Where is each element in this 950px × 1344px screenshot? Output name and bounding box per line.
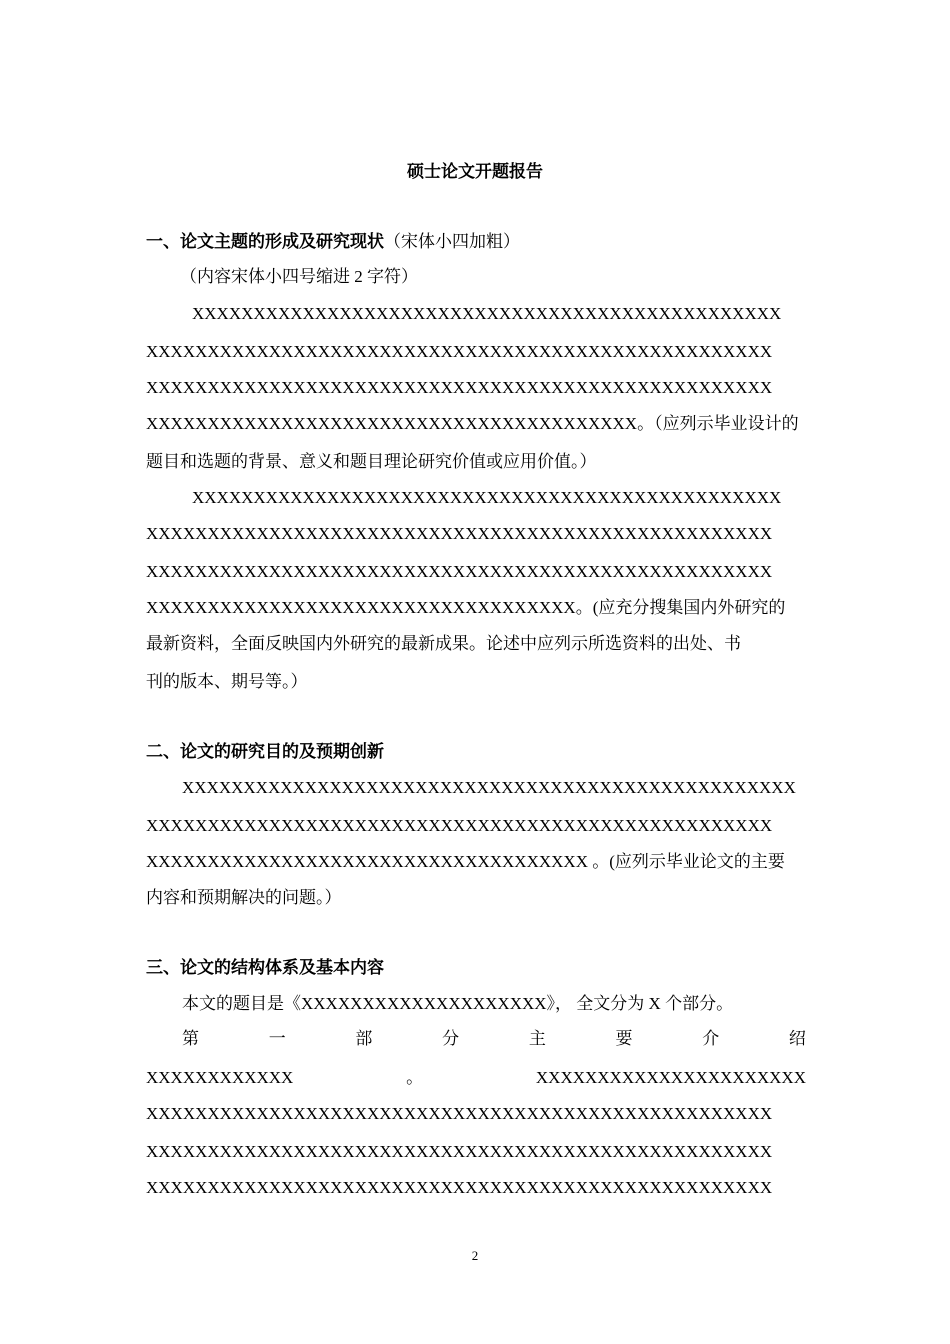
section3-line: XXXXXXXXXXXXXXXXXXXXXXXXXXXXXXXXXXXXXXXXXXXXXXXXXXX (146, 1142, 773, 1161)
spread-char: 介 (702, 1029, 720, 1048)
section1-para1-line: XXXXXXXXXXXXXXXXXXXXXXXXXXXXXXXXXXXXXXXXXXXXXXXXXXX (146, 378, 773, 397)
section2-line: 内容和预期解决的问题。） (146, 888, 342, 907)
section3-spread-line (182, 1027, 806, 1051)
spread-segment: XXXXXXXXXXXX (146, 1068, 294, 1087)
section1-format-note: （内容宋体小四号缩进 2 字符） (180, 267, 418, 286)
section1-para2-line: XXXXXXXXXXXXXXXXXXXXXXXXXXXXXXXXXXXXXXXXXXXXXXXXXXX (146, 562, 773, 581)
section3-spread-line2 (146, 1066, 806, 1090)
section1-para2-line: 最新资料，全面反映国内外研究的最新成果。论述中应列示所选资料的出处、书 (146, 634, 741, 653)
section3-intro: 本文的题目是《XXXXXXXXXXXXXXXXXXXX》， 全文分为 X 个部分。 (182, 994, 734, 1013)
section1-heading: 一、论文主题的形成及研究现状 (146, 232, 384, 251)
section2-line: XXXXXXXXXXXXXXXXXXXXXXXXXXXXXXXXXXXXXXXXXXXXXXXXXX (182, 778, 796, 797)
section1-para2-line: 刊的版本、期号等。） (146, 672, 308, 691)
section1-para1-line: XXXXXXXXXXXXXXXXXXXXXXXXXXXXXXXXXXXXXXXXXXXXXXXX (192, 304, 782, 323)
spread-char: 部 (355, 1029, 373, 1048)
section3-line: XXXXXXXXXXXXXXXXXXXXXXXXXXXXXXXXXXXXXXXXXXXXXXXXXXX (146, 1104, 773, 1123)
section1-para1-line: XXXXXXXXXXXXXXXXXXXXXXXXXXXXXXXXXXXXXXXXXXXXXXXXXXX (146, 342, 773, 361)
spread-segment: 。 (406, 1068, 424, 1087)
document-title: 硕士论文开题报告 (407, 162, 543, 181)
spread-char: 一 (268, 1029, 286, 1048)
section1-heading-note: （宋体小四加粗） (384, 232, 520, 251)
section3-heading: 三、论文的结构体系及基本内容 (146, 958, 384, 977)
spread-char: 主 (528, 1029, 546, 1048)
spread-char: 要 (615, 1029, 633, 1048)
section1-heading-line (146, 230, 520, 254)
section2-heading: 二、论文的研究目的及预期创新 (146, 742, 384, 761)
page-number: 2 (471, 1248, 479, 1263)
section1-para2-line: XXXXXXXXXXXXXXXXXXXXXXXXXXXXXXXXXXXXXXXXXXXXXXXX (192, 488, 782, 507)
section3-line: XXXXXXXXXXXXXXXXXXXXXXXXXXXXXXXXXXXXXXXXXXXXXXXXXXX (146, 1178, 773, 1197)
spread-segment: XXXXXXXXXXXXXXXXXXXXXX (535, 1068, 806, 1087)
spread-char: 第 (182, 1029, 199, 1048)
section1-para1-line: 题目和选题的背景、意义和题目理论研究价值或应用价值。） (146, 452, 597, 471)
section1-para2-line: XXXXXXXXXXXXXXXXXXXXXXXXXXXXXXXXXXXXXXXXXXXXXXXXXXX (146, 524, 773, 543)
section2-line: XXXXXXXXXXXXXXXXXXXXXXXXXXXXXXXXXXXX 。(应列示毕业论文的主要 (146, 852, 785, 871)
spread-char: 绍 (788, 1029, 806, 1048)
section2-line: XXXXXXXXXXXXXXXXXXXXXXXXXXXXXXXXXXXXXXXXXXXXXXXXXXX (146, 816, 773, 835)
section1-para1-line: XXXXXXXXXXXXXXXXXXXXXXXXXXXXXXXXXXXXXXXX。（应列示毕业设计的 (146, 414, 799, 433)
spread-char: 分 (442, 1029, 460, 1048)
section1-para2-line: XXXXXXXXXXXXXXXXXXXXXXXXXXXXXXXXXXX。(应充分搜集国内外研究的 (146, 598, 786, 617)
